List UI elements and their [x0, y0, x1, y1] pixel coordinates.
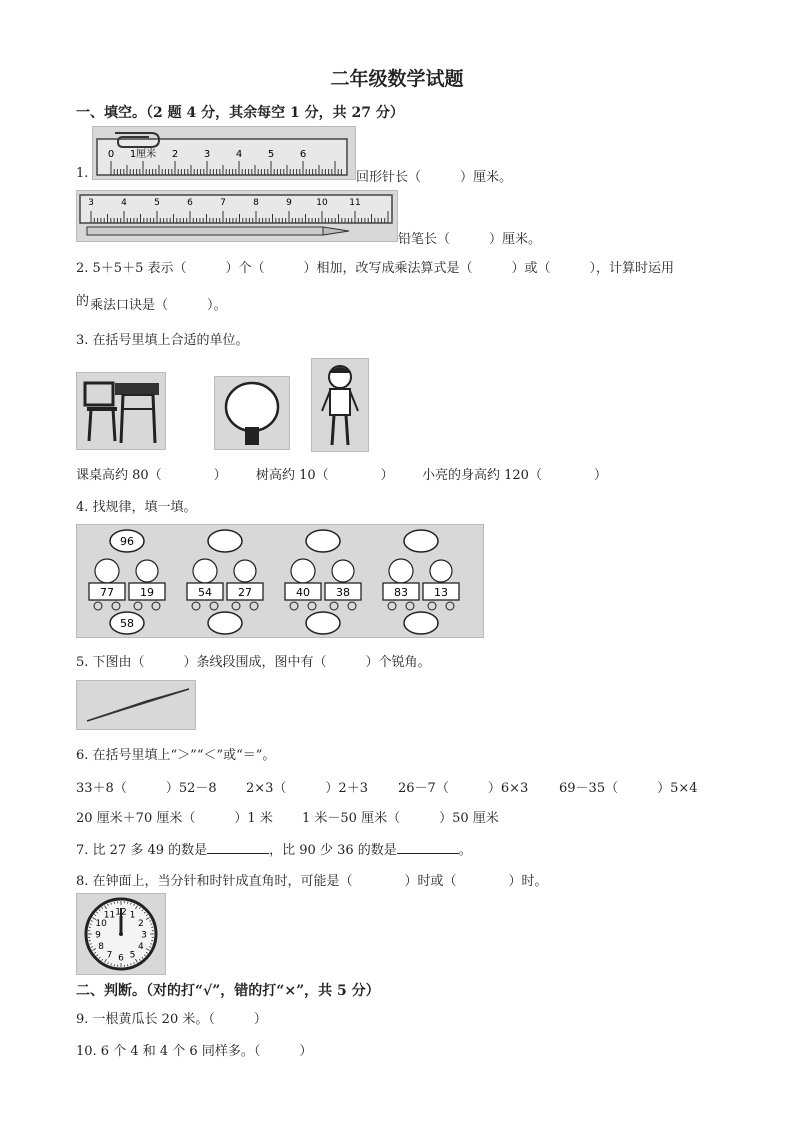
q7-line: 7. 比 27 多 49 的数是 ，比 90 少 36 的数是 。: [76, 843, 472, 858]
ruler2-tick-label: 9: [286, 198, 292, 208]
ruler2-tick-label: 5: [154, 198, 160, 208]
q2-prefix: 的: [76, 294, 90, 309]
pencil-icon: [87, 227, 323, 235]
cat-face-icon: [136, 560, 158, 582]
ruler2-tick-label: 7: [220, 198, 226, 208]
cat-face-icon: [430, 560, 452, 582]
q3-item-tree: 树高约 10（ ）: [256, 468, 394, 483]
ruler1-tick-label: 6: [299, 149, 307, 160]
boy-image: [311, 358, 369, 452]
triangle-figure: [76, 680, 196, 730]
q1b-text: 铅笔长（ ）厘米。: [398, 232, 542, 247]
box-value: 77: [100, 586, 114, 599]
cat-face-icon: [332, 560, 354, 582]
q1-number: 1.: [76, 166, 89, 181]
box-value: 54: [198, 586, 212, 599]
q3-item-desk: 课桌高约 80（ ）: [76, 468, 227, 483]
ruler-2-svg: [77, 191, 397, 241]
box-value: 38: [336, 586, 350, 599]
clock-number: 6: [118, 953, 124, 964]
q5-text: 5. 下图由（ ）条线段围成，图中有（ ）个锐角。: [76, 655, 431, 670]
ruler2-tick-label: 4: [121, 198, 127, 208]
q2-line2: 乘法口诀是（ ）。: [90, 298, 227, 313]
box-value: 27: [238, 586, 252, 599]
q3-text: 3. 在括号里填上合适的单位。: [76, 333, 249, 348]
top-value: 96: [120, 535, 134, 548]
top-oval: [208, 530, 242, 552]
ruler1-tick-label: 0: [107, 149, 115, 160]
q7-blank-1[interactable]: [207, 842, 269, 854]
clock-number: 2: [138, 919, 144, 929]
ruler1-tick-label: 4: [235, 149, 243, 160]
q6-row1-item4: 69－35（ ）5×4: [559, 781, 698, 796]
bottom-oval: [404, 612, 438, 634]
top-oval: [306, 530, 340, 552]
ruler2-tick-label: 8: [253, 198, 259, 208]
top-oval: [404, 530, 438, 552]
q1a-text: 回形针长（ ）厘米。: [356, 170, 513, 185]
box-value: 19: [140, 586, 154, 599]
q2-line1: 2. 5＋5＋5 表示（ ）个（ ）相加，改写成乘法算式是（ ）或（ ），计算时运用: [76, 261, 674, 276]
q6-text: 6. 在括号里填上“＞”“＜”或“＝”。: [76, 748, 276, 763]
q7-blank-2[interactable]: [397, 842, 459, 854]
triangle-shape: [87, 689, 189, 721]
desk-image: [76, 372, 166, 450]
pig-face-icon: [193, 559, 217, 583]
bottom-oval: [208, 612, 242, 634]
pig-face-icon: [95, 559, 119, 583]
ruler-pencil-figure: [76, 190, 398, 242]
ruler2-tick-label: 3: [88, 198, 94, 208]
bottom-value: 58: [120, 617, 134, 630]
ruler1-tick-label: 1厘米: [129, 149, 157, 160]
q6-row2-item1: 20 厘米＋70 厘米（ ）1 米: [76, 811, 273, 826]
clock-number: 8: [98, 942, 104, 952]
pig-face-icon: [291, 559, 315, 583]
clock-number: 9: [95, 930, 101, 941]
ruler-paperclip-figure: [92, 126, 356, 180]
pig-face-icon: [389, 559, 413, 583]
ruler2-tick-label: 6: [187, 198, 193, 208]
cat-face-icon: [234, 560, 256, 582]
q3-item-boy: 小亮的身高约 120（ ）: [422, 468, 607, 483]
q6-row1-item1: 33＋8（ ）52－8: [76, 781, 217, 796]
q6-row1-item2: 2×3（ ）2＋3: [246, 781, 368, 796]
clock-number: 5: [129, 950, 136, 961]
ruler1-tick-label: 5: [267, 149, 275, 160]
clock-number: 4: [138, 942, 144, 952]
clock-number: 1: [129, 910, 136, 921]
ruler1-tick-label: 3: [203, 149, 211, 160]
clock-figure: [76, 893, 166, 975]
box-value: 40: [296, 586, 310, 599]
clock-number: 11: [103, 910, 116, 921]
clock-number: 10: [95, 919, 107, 929]
q6-row2-item2: 1 米－50 厘米（ ）50 厘米: [302, 811, 499, 826]
clock-icon: [77, 894, 165, 974]
ruler2-tick-label: 10: [316, 198, 328, 208]
clock-number: 3: [141, 930, 147, 941]
ruler2-tick-label: 11: [349, 198, 361, 208]
section2-heading: 二、判断。（对的打“√”，错的打“×”，共 5 分）: [76, 983, 380, 999]
tree-image: [214, 376, 290, 450]
q8-text: 8. 在钟面上，当分针和时针成直角时，可能是（ ）时或（ ）时。: [76, 874, 548, 889]
clock-number: 7: [106, 950, 113, 961]
section1-heading: 一、填空。（2 题 4 分，其余每空 1 分，共 27 分）: [76, 105, 404, 121]
ruler1-tick-label: 2: [171, 149, 179, 160]
ruler-1-svg: [93, 127, 355, 179]
page-title: 二年级数学试题: [330, 68, 464, 90]
box-value: 83: [394, 586, 408, 599]
q10-text: 10. 6 个 4 和 4 个 6 同样多。（ ）: [76, 1044, 313, 1059]
q4-text: 4. 找规律，填一填。: [76, 500, 197, 515]
q9-text: 9. 一根黄瓜长 20 米。（ ）: [76, 1012, 267, 1027]
bottom-oval: [306, 612, 340, 634]
pattern-svg: [77, 525, 483, 637]
q6-row1-item3: 26－7（ ）6×3: [398, 781, 529, 796]
box-value: 13: [434, 586, 448, 599]
pattern-figure: [76, 524, 484, 638]
clock-number: 12: [115, 907, 127, 918]
